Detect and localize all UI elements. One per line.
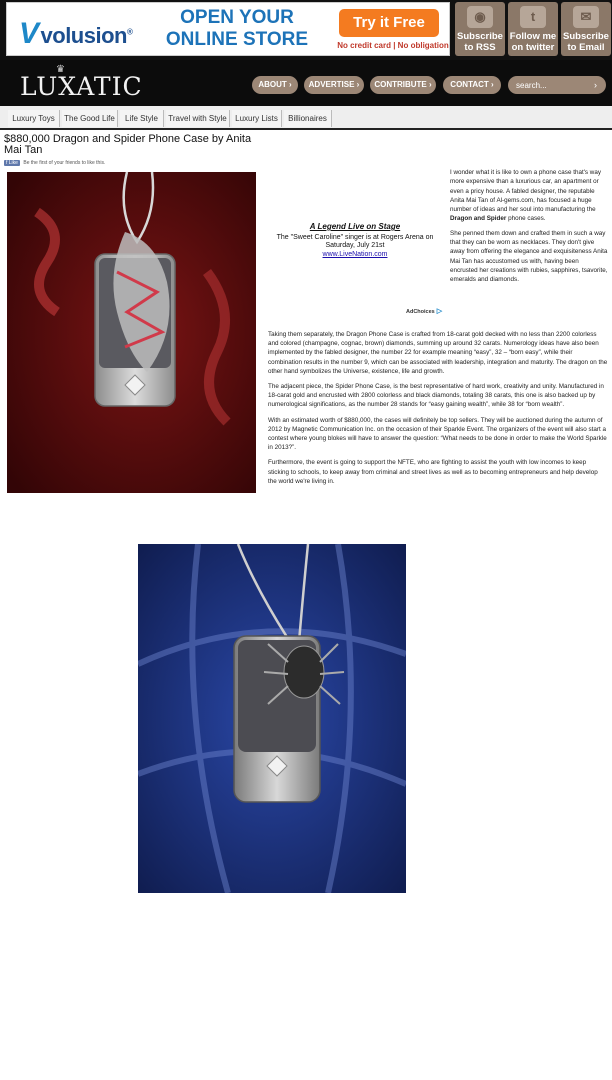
- spider-phone-case-image: [138, 544, 406, 893]
- volusion-ad[interactable]: [6, 2, 450, 56]
- adchoices-label[interactable]: AdChoices ▷: [406, 308, 443, 315]
- ad-subtext: No credit card | No obligation: [337, 41, 449, 50]
- search-input[interactable]: [508, 76, 606, 94]
- inline-ad-line1: The "Sweet Caroline" singer is at Rogers Arena on: [276, 234, 434, 241]
- inline-ad-link[interactable]: www.LiveNation.com: [322, 251, 388, 258]
- article-intro: [450, 168, 608, 290]
- category-good-life[interactable]: The Good Life: [62, 110, 118, 127]
- category-travel-with-style[interactable]: Travel with Style: [166, 110, 230, 127]
- volusion-logo: Vvolusion®: [19, 17, 133, 50]
- twitter-icon: t: [520, 6, 546, 28]
- body-paragraph-3: With an estimated worth of $880,000, the cases will definitely be top sellers. They will be auctioned during the autumn of 2012 by Magnetic Communication Inc. on the occasion of their Sparkle Event. The organizers of the event will also start a contest where young blokes will have to answer the question: “What needs to be done in order to make the World Sparkle in 2013?”.: [268, 416, 607, 452]
- body-paragraph-2: The adjacent piece, the Spider Phone Case, is the best representative of hard work, creativity and unity. Manufactured in 18-carat gold and encrusted with 2800 colorless and black diamonds, totaling 38 carats, this one is also backed up by numerological significations, as the number 28 stands for “easy gaining wealth”, while 38 for “born wealth”.: [268, 383, 604, 409]
- subscribe-rss-button[interactable]: ◉ Subscribe to RSS: [455, 2, 505, 56]
- try-free-button[interactable]: Try it Free: [339, 9, 439, 37]
- volusion-v-icon: V: [19, 17, 39, 50]
- category-luxury-toys[interactable]: Luxury Toys: [8, 110, 60, 127]
- category-life-style[interactable]: Life Style: [120, 110, 164, 127]
- adchoices-icon: ▷: [436, 308, 443, 315]
- article-title: $880,000 Dragon and Spider Phone Case by Anita Mai Tan: [4, 133, 252, 156]
- site-header: [0, 60, 612, 106]
- follow-twitter-button[interactable]: t Follow me on twitter: [508, 2, 558, 56]
- trademark-icon: ®: [126, 27, 133, 37]
- body-paragraph-1: Taking them separately, the Dragon Phone Case is crafted from 18-carat gold decked with no less than 2200 colorless and colored (champagne, cognac, brown) diamonds, summing up around 32 carats. Numerology ideas have also been implemented by the fabled designer, the number 22 for example meaning “easy”, 32 – “born easy”, while their combination results in the number 9, which can be associated with leadership, integration and maturity. The dragon on the other hand symbolizes the Universe, existence, life and growth.: [268, 331, 608, 375]
- search-arrow-icon[interactable]: ›: [594, 80, 597, 90]
- inline-ad-line2: Saturday, July 21st: [325, 242, 385, 249]
- intro-paragraph-2: She penned them down and crafted them in such a way that they can be worn as necklaces. They don't give away from offering the elegance and exquisiteness Anita Mai Tan has accustomed us with, having been encrusted her creations with rubies, sapphires, tsavorite, emeralds and diamonds.: [450, 229, 608, 284]
- crown-icon: ♛: [56, 64, 65, 75]
- subscribe-email-button[interactable]: ✉ Subscribe to Email: [561, 2, 611, 56]
- body-paragraph-4: Furthermore, the event is going to support the NFTE, who are fighting to assist the youth with low incomes to keep sticking to schools, to keep away from criminal and street lives as well as to becoming entrepreneurs and help develop the world we're living in.: [268, 459, 598, 485]
- nav-contact[interactable]: CONTACT ›: [443, 76, 501, 94]
- like-bar: f Like Be the first of your friends to like this.: [6, 160, 106, 166]
- email-icon: ✉: [573, 6, 599, 28]
- category-billionaires[interactable]: Billionaires: [284, 110, 332, 127]
- intro-paragraph-1: I wonder what it is like to own a phone case that's way more expensive than a luxurious car, an apartment or even a pricy house. A fabled designer, the reputable Anita Mai Tan of Al-gems.com, has focused a huge number of ideas and her soul into manufacturing the Dragon and Spider phone cases.: [450, 169, 602, 223]
- ad-headline: OPEN YOUR ONLINE STORE: [165, 7, 309, 50]
- dragon-phone-case-image: [7, 172, 256, 493]
- facebook-like-button[interactable]: f Like: [6, 160, 18, 166]
- nav-about[interactable]: ABOUT ›: [252, 76, 298, 94]
- rss-icon: ◉: [467, 6, 493, 28]
- nav-advertise[interactable]: ADVERTISE ›: [304, 76, 364, 94]
- article-body: [268, 330, 608, 492]
- category-nav: [0, 106, 612, 130]
- site-logo[interactable]: LUXATIC: [20, 72, 143, 101]
- top-banner: [0, 0, 612, 60]
- inline-ad-title[interactable]: A Legend Live on Stage: [309, 222, 401, 231]
- nav-contribute[interactable]: CONTRIBUTE ›: [370, 76, 436, 94]
- category-luxury-lists[interactable]: Luxury Lists: [232, 110, 282, 127]
